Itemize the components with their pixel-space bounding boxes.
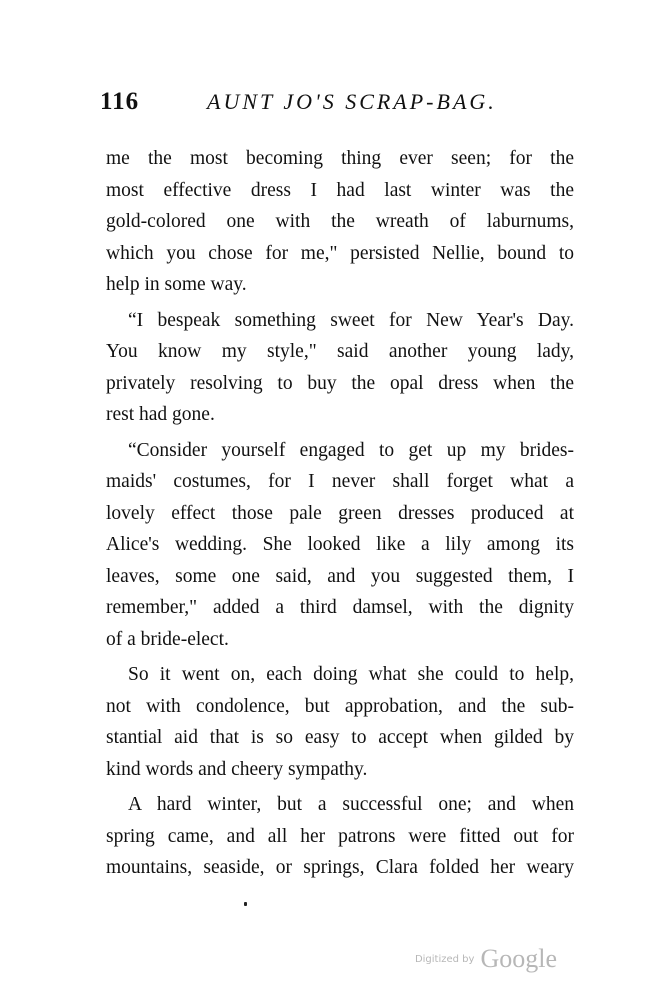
text-line: leaves, some one said, and you suggested them, I: [106, 565, 574, 587]
digitized-watermark: [415, 944, 557, 974]
running-title: AUNT JO'S SCRAP-BAG.: [207, 89, 497, 114]
page-header: [100, 88, 575, 122]
text-line: privately resolving to buy the opal dress when the: [106, 372, 574, 394]
text-line: “I bespeak something sweet for New Year's Day.: [128, 309, 574, 331]
text-line: most effective dress I had last winter was the: [106, 179, 574, 201]
google-logo: Google: [480, 944, 557, 973]
text-line: So it went on, each doing what she could to help,: [128, 664, 574, 685]
text-line: kind words and cheery sympathy.: [106, 758, 368, 780]
text-line: not with condolence, but approbation, and the sub-: [106, 695, 574, 717]
text-line: Alice's wedding. She looked like a lily among its: [106, 534, 574, 555]
paragraph: [106, 143, 574, 301]
paragraph: [106, 659, 574, 785]
text-line: of a bride-elect.: [106, 628, 229, 650]
text-line: which you chose for me," persisted Nellie, bound to: [106, 242, 574, 264]
text-line: lovely effect those pale green dresses produced at: [106, 502, 574, 524]
text-line: gold-colored one with the wreath of laburnums,: [106, 211, 574, 232]
paragraph: [106, 305, 574, 431]
text-line: maids' costumes, for I never shall forget what a: [106, 471, 574, 492]
paragraph: [106, 789, 574, 884]
text-line: You know my style," said another young lady,: [106, 341, 574, 362]
text-line: stantial aid that is so easy to accept when gilded by: [106, 727, 574, 748]
text-line: rest had gone.: [106, 404, 215, 425]
ink-speck: [244, 902, 247, 906]
text-line: mountains, seaside, or springs, Clara folded her weary: [106, 857, 574, 878]
text-line: me the most becoming thing ever seen; for the: [106, 148, 574, 169]
text-line: spring came, and all her patrons were fitted out for: [106, 825, 574, 847]
text-line: A hard winter, but a successful one; and when: [128, 794, 574, 815]
body-text: [106, 143, 574, 888]
text-line: remember," added a third damsel, with the dignity: [106, 597, 574, 618]
text-line: “Consider yourself engaged to get up my brides-: [128, 439, 574, 461]
watermark-prefix: Digitized by: [414, 953, 475, 965]
paragraph: [106, 435, 574, 656]
text-line: help in some way.: [106, 274, 247, 295]
page-number: 116: [100, 88, 140, 115]
